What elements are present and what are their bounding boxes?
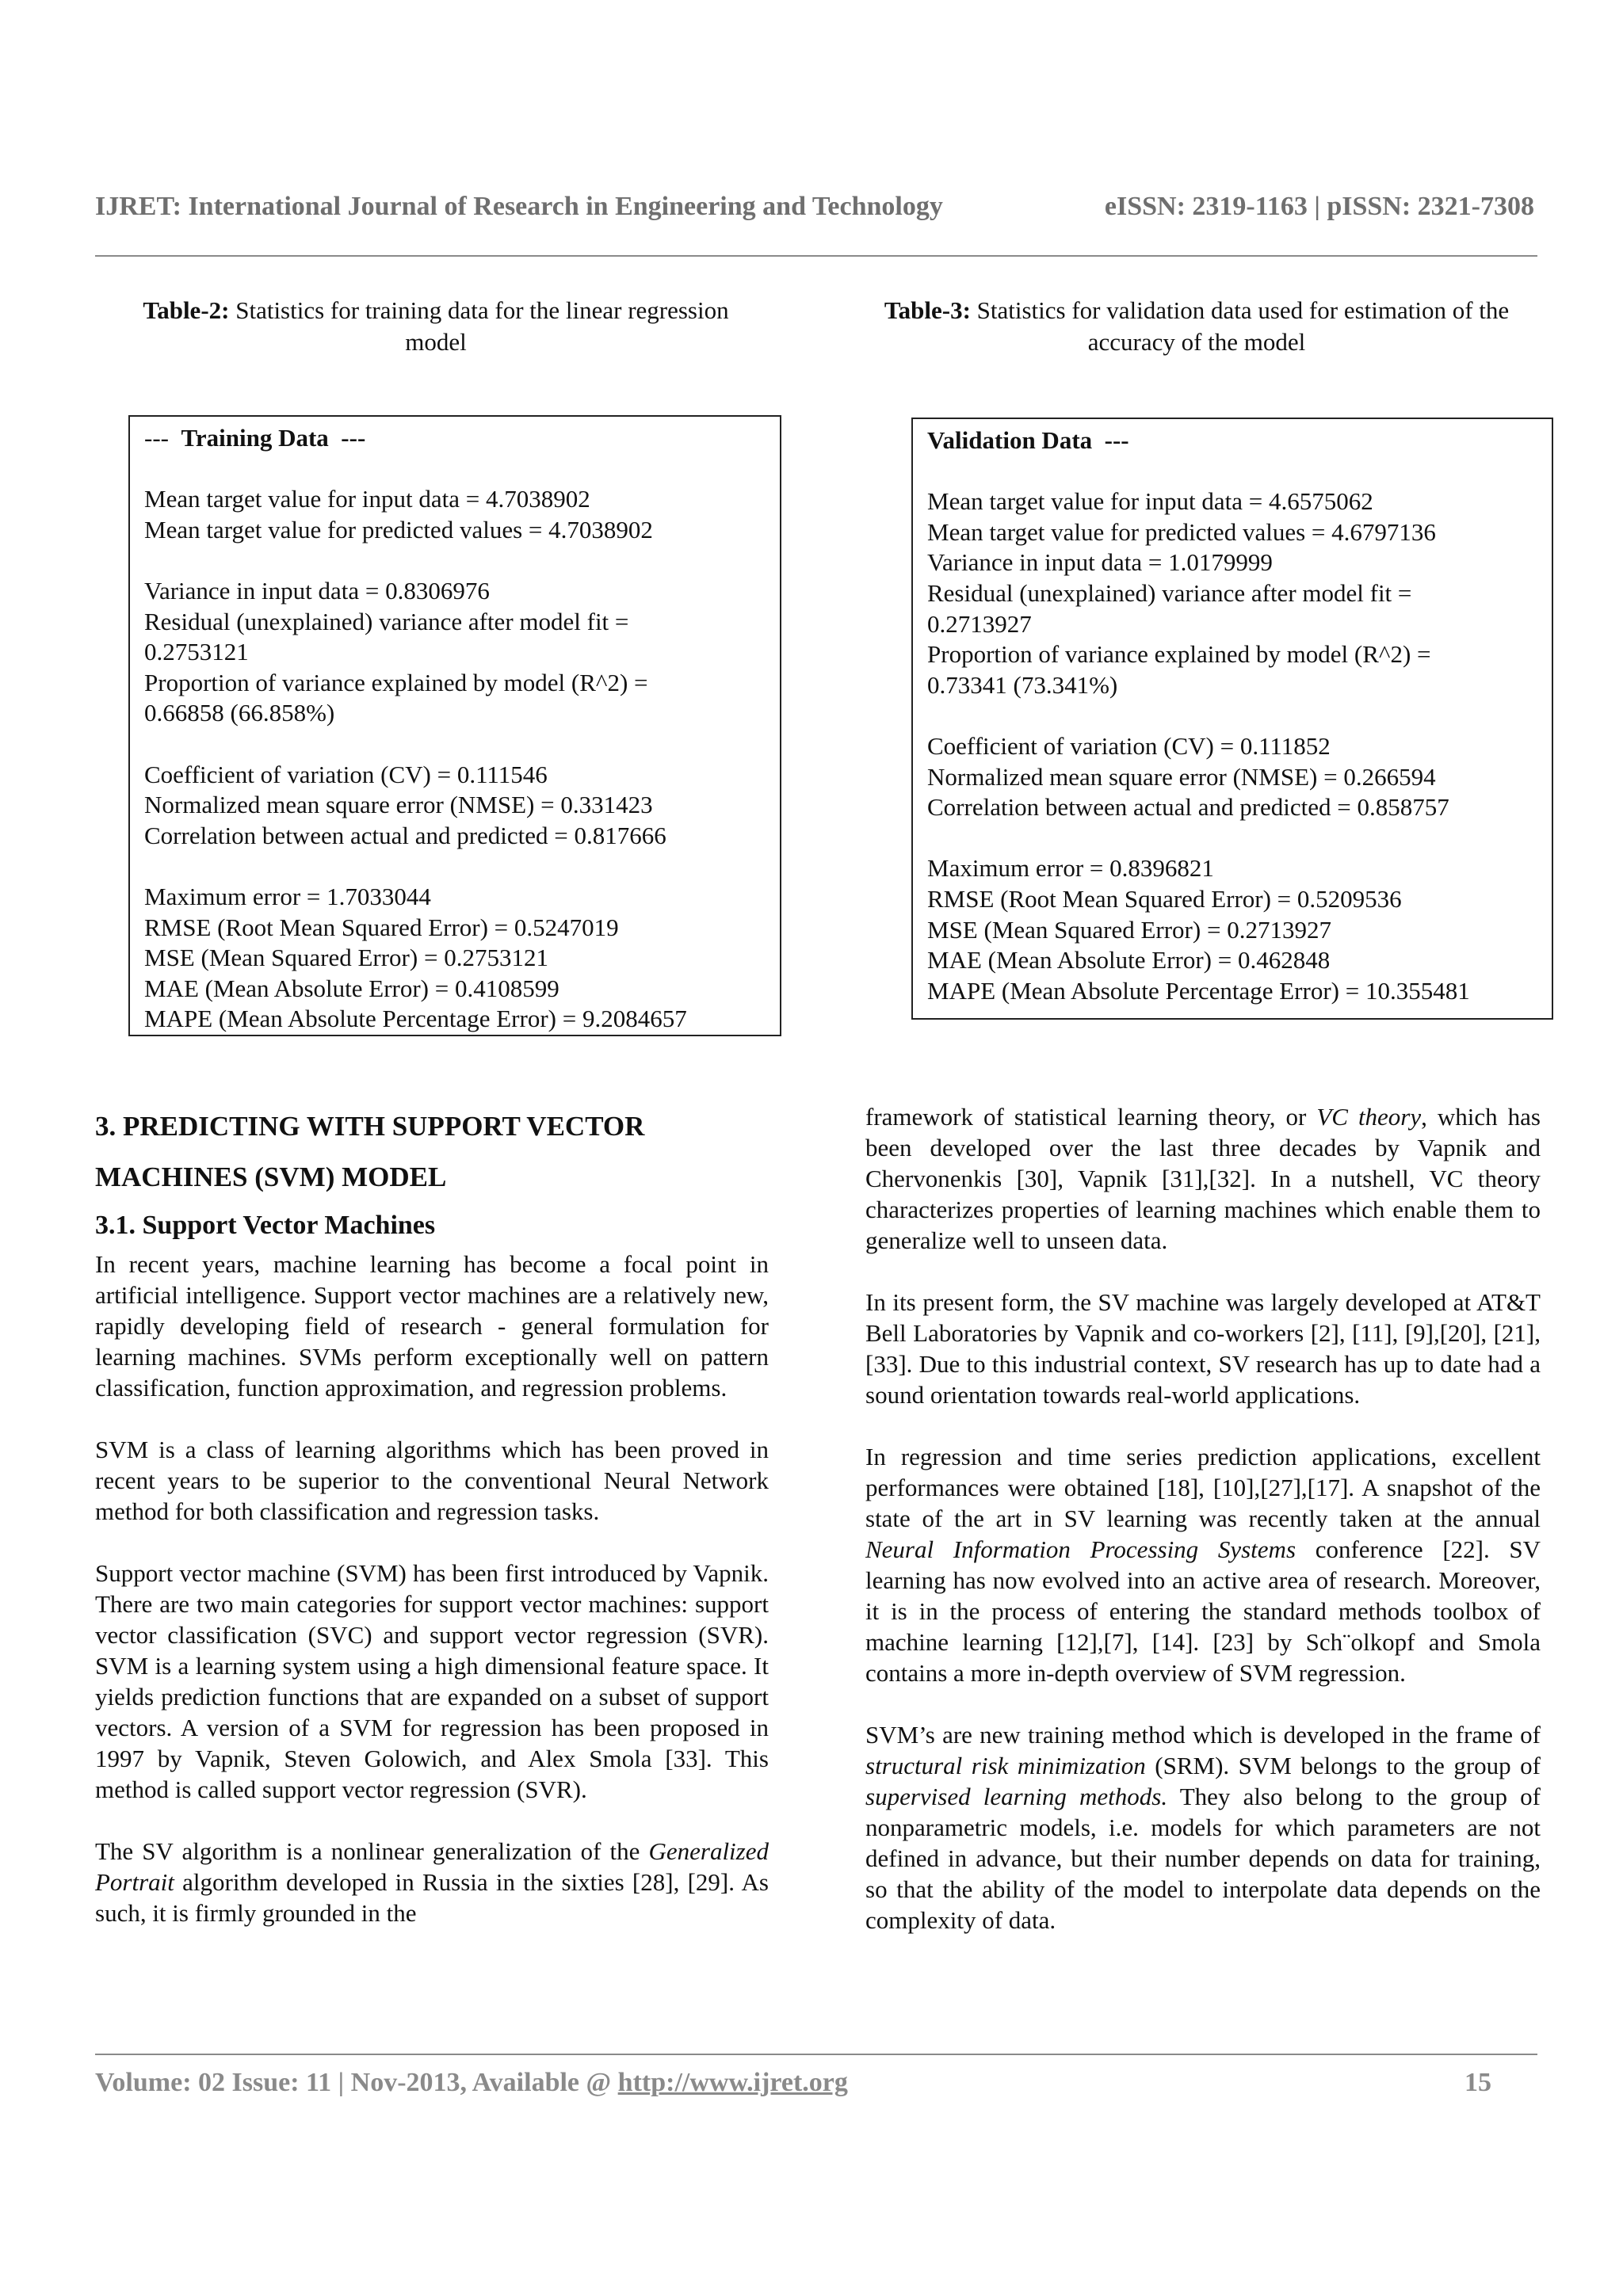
training-stat-line: MAE (Mean Absolute Error) = 0.4108599 [144, 974, 559, 1002]
validation-data-title [927, 425, 1537, 456]
training-stat-lines [144, 484, 766, 1035]
right-p3-emphasis: Neural Information Processing Systems [865, 1535, 1296, 1563]
training-stat-line: Residual (unexplained) variance after model fit = [144, 607, 629, 635]
table-3-caption-text: Statistics for validation data used for estimation of the accuracy of the model [976, 296, 1510, 356]
validation-stat-line: 0.2713927 [927, 609, 1032, 638]
training-stat-line: Mean target value for input data = 4.7038902 [144, 485, 590, 513]
training-stat-line: MSE (Mean Squared Error) = 0.2753121 [144, 944, 548, 972]
validation-stat-line: Maximum error = 0.8396821 [927, 854, 1214, 883]
section-heading-line2: MACHINES (SVM) MODEL [95, 1161, 447, 1192]
training-stat-line: 0.66858 (66.858%) [144, 699, 335, 727]
right-p1-text-a: framework of statistical learning theory, or [865, 1103, 1307, 1131]
validation-stat-line: Variance in input data = 1.0179999 [927, 548, 1273, 577]
validation-stat-line: Mean target value for predicted values = 4.6797136 [927, 517, 1436, 546]
training-stat-line: Normalized mean square error (NMSE) = 0.331423 [144, 791, 653, 819]
left-p4-text-a: The SV algorithm is a nonlinear generalization of the [95, 1837, 640, 1865]
left-column [95, 1101, 769, 1928]
journal-title: IJRET: International Journal of Research in Engineering and Technology [95, 192, 943, 221]
training-title-gap [144, 454, 766, 485]
training-stat-line: RMSE (Root Mean Squared Error) = 0.5247019 [144, 913, 619, 941]
validation-data-box [911, 418, 1553, 1020]
validation-blank-line [927, 700, 1537, 731]
validation-stat-line: Mean target value for input data = 4.6575062 [927, 487, 1373, 516]
training-stat-line: Correlation between actual and predicted = 0.817666 [144, 821, 666, 849]
right-p4-text-b: (SRM). SVM belongs to the group of [1155, 1752, 1541, 1779]
footer-url-link[interactable]: http://www.ijret.org [617, 2068, 848, 2097]
validation-stat-line: Correlation between actual and predicted = 0.858757 [927, 793, 1449, 822]
training-stat-line: Proportion of variance explained by model (R^2) = [144, 668, 648, 696]
training-stat-line: Maximum error = 1.7033044 [144, 882, 431, 910]
table-2-caption-text: Statistics for training data for the linear regression model [235, 296, 729, 356]
right-p3-text-a: In regression and time series prediction applications, excellent performances were obtained [18], [10],[27],[17]. A snapshot of the state of the art in SV learning was recently taken at the annual [865, 1443, 1541, 1532]
training-blank-line [144, 545, 766, 576]
training-stat-line: 0.2753121 [144, 638, 249, 666]
training-blank-line [144, 851, 766, 882]
section-heading-line1: 3. PREDICTING WITH SUPPORT VECTOR [95, 1111, 645, 1142]
header-rule [95, 255, 1537, 257]
validation-stat-line: MAPE (Mean Absolute Percentage Error) = 10.355481 [927, 976, 1470, 1005]
validation-stat-line: MAE (Mean Absolute Error) = 0.462848 [927, 946, 1331, 974]
left-paragraph-1: In recent years, machine learning has become a focal point in artificial intelligence. Support vector machines are a relatively new, rapidly developing field of research - general formulation for learning machines. SVMs perform exceptionally well on pattern classification, function approximation, and regression problems. [95, 1250, 769, 1402]
left-paragraph-4 [95, 1836, 769, 1928]
left-p4-emphasis: Generalized Portrait [95, 1837, 769, 1896]
training-title-suffix: --- [341, 424, 366, 452]
subsection-heading: 3.1. Support Vector Machines [95, 1211, 436, 1240]
training-blank-line [144, 729, 766, 760]
validation-title-text: Validation Data [927, 426, 1093, 454]
training-stat-line: Variance in input data = 0.8306976 [144, 576, 490, 605]
table-2-caption-label: Table-2: [143, 296, 230, 324]
training-title-prefix: --- [144, 424, 169, 452]
right-p4-emphasis-1: structural risk minimization [865, 1752, 1146, 1779]
validation-stat-line: MSE (Mean Squared Error) = 0.2713927 [927, 915, 1331, 944]
right-p1-emphasis: VC theory [1316, 1103, 1422, 1131]
left-p4-text-b: algorithm developed in Russia in the sixties [28], [29]. As such, it is firmly grounded in the [95, 1868, 769, 1927]
table-2-caption [111, 295, 761, 358]
running-footer [95, 2068, 1537, 2098]
table-3-caption [872, 295, 1522, 358]
validation-title-suffix: --- [1104, 426, 1129, 454]
validation-stat-line: Coefficient of variation (CV) = 0.111852 [927, 731, 1331, 760]
validation-stat-line: Normalized mean square error (NMSE) = 0.266594 [927, 762, 1436, 791]
validation-blank-line [927, 823, 1537, 854]
validation-stat-line: Proportion of variance explained by model (R^2) = [927, 640, 1431, 669]
journal-issn: eISSN: 2319-1163 | pISSN: 2321-7308 [1104, 192, 1534, 221]
training-data-box [128, 415, 781, 1036]
left-paragraph-3: Support vector machine (SVM) has been first introduced by Vapnik. There are two main categories for support vector machines: support vector classification (SVC) and support vector regression (SVR). SVM is a learning system using a high dimensional feature space. It yields prediction functions that are expanded on a subset of support vectors. A version of a SVM for regression has been proposed in 1997 by Vapnik, Steven Golowich, and Alex Smola [33]. This method is called support vector regression (SVR). [95, 1559, 769, 1803]
training-stat-line: Coefficient of variation (CV) = 0.111546 [144, 760, 548, 788]
right-p3-text-b: conference [22]. SV learning has now evolved into an active area of research. Moreover, it is in the process of entering the standard methods toolbox of machine learning [12],[7], [14]. [23] by Sch¨olkopf and Smola contains a more in-depth overview of SVM regression. [865, 1535, 1541, 1687]
left-paragraph-2: SVM is a class of learning algorithms which has been proved in recent years to be superior to the conventional Neural Network method for both classification and regression tasks. [95, 1436, 769, 1525]
right-paragraph-4 [865, 1719, 1541, 1936]
right-column [865, 1101, 1541, 1936]
training-title-text: Training Data [181, 424, 329, 452]
right-p4-text-a: SVM’s are new training method which is developed in the frame of [865, 1721, 1541, 1749]
right-p1-text-b: , which has been developed over the last three decades by Vapnik and Chervonenkis [30], Vapnik [31],[32]. In a nutshell, VC theory characterizes properties of learning machines which enable them to generalize well to unseen data. [865, 1103, 1541, 1254]
validation-stat-line: Residual (unexplained) variance after model fit = [927, 578, 1412, 607]
table-3-caption-label: Table-3: [884, 296, 971, 324]
right-paragraph-2: In its present form, the SV machine was largely developed at AT&T Bell Laboratories by Vapnik and co-workers [2], [11], [9],[20], [21], [33]. Due to this industrial context, SV research has up to date had a sound orientation towards real-world applications. [865, 1288, 1541, 1409]
right-p4-emphasis-2: supervised learning methods. [865, 1783, 1168, 1810]
training-stat-line: Mean target value for predicted values = 4.7038902 [144, 515, 653, 543]
right-paragraph-3 [865, 1441, 1541, 1688]
training-data-title [144, 423, 766, 454]
training-stat-line: MAPE (Mean Absolute Percentage Error) = 9.2084657 [144, 1005, 687, 1033]
validation-stat-line: RMSE (Root Mean Squared Error) = 0.5209536 [927, 884, 1402, 913]
validation-stat-line: 0.73341 (73.341%) [927, 670, 1118, 699]
right-p4-text-c: They also belong to the group of nonparametric models, i.e. models for which parameters are not defined in advance, but their number depends on data for training, so that the ability of the model to interpolate data depends on the complexity of data. [865, 1783, 1541, 1934]
running-header [95, 192, 1537, 222]
validation-stat-lines [927, 486, 1537, 1006]
validation-title-gap [927, 456, 1537, 487]
footer-rule [95, 2054, 1537, 2055]
right-paragraph-1 [865, 1101, 1541, 1256]
page-number: 15 [1465, 2068, 1491, 2097]
footer-volume: Volume: 02 Issue: 11 | Nov-2013, Available @ [95, 2068, 612, 2097]
